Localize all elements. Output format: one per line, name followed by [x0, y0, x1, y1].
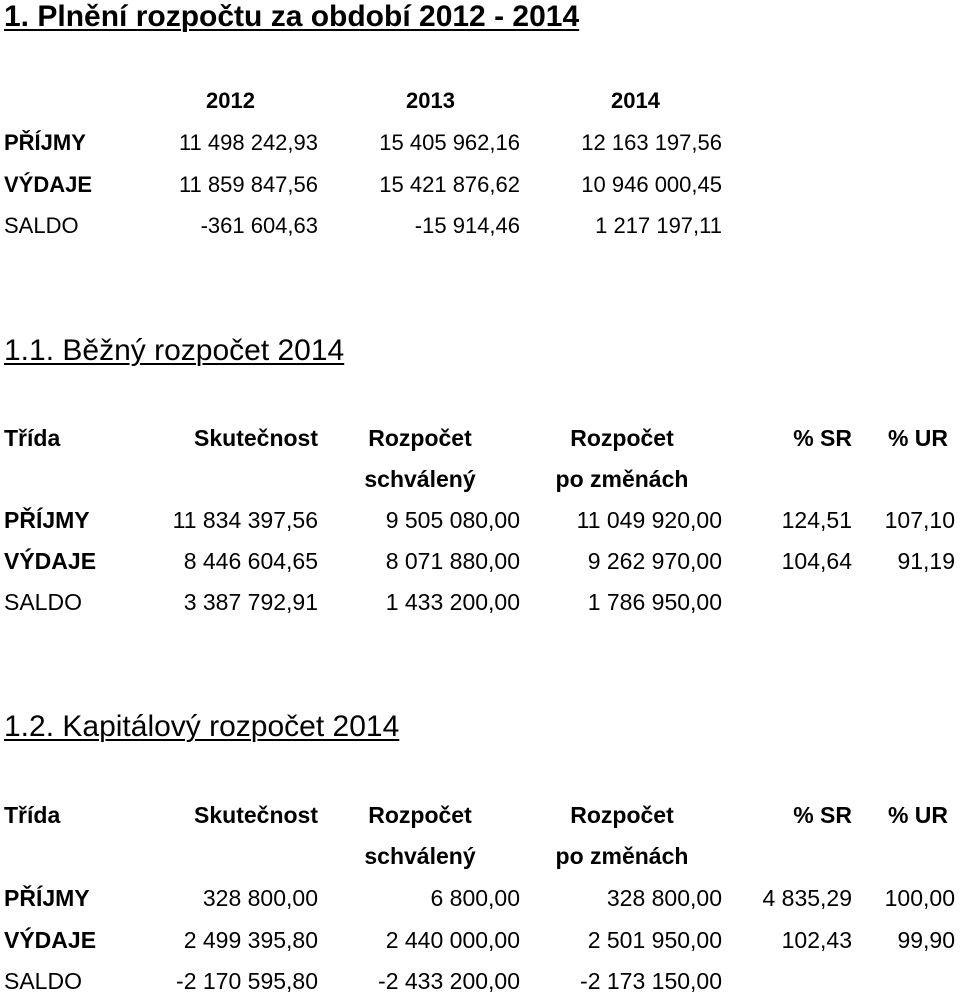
- table-cell: -2 433 200,00: [378, 968, 520, 994]
- table-cell: 9 505 080,00: [385, 507, 520, 533]
- table-cell: 328 800,00: [606, 885, 722, 911]
- table-cell: -2 173 150,00: [580, 968, 722, 994]
- column-header-ur: % UR: [887, 802, 948, 828]
- row-label: VÝDAJE: [4, 548, 97, 574]
- table-cell: 2 499 395,80: [183, 927, 318, 953]
- column-header-sr: % SR: [793, 425, 852, 451]
- column-header-sr: % SR: [793, 802, 852, 828]
- table-cell: 15 421 876,62: [379, 172, 520, 197]
- column-header-trida: Třída: [4, 425, 61, 451]
- table-cell: 100,00: [884, 885, 955, 911]
- table-cell: 2 501 950,00: [587, 927, 722, 953]
- table-cell: 124,51: [781, 507, 852, 533]
- column-header-rozpocet: Rozpočet: [368, 425, 472, 451]
- table-cell: 11 834 397,56: [172, 507, 318, 533]
- year-header: 2014: [611, 88, 660, 113]
- table-cell: 15 405 962,16: [379, 130, 520, 155]
- column-header-rozpocet: Rozpočet: [570, 802, 674, 828]
- table-cell: 6 800,00: [430, 885, 520, 911]
- section-heading-current-budget: 1.1. Běžný rozpočet 2014: [4, 334, 345, 367]
- table-cell: 107,10: [884, 507, 955, 533]
- table-cell: 8 071 880,00: [385, 548, 520, 574]
- row-label: VÝDAJE: [4, 172, 93, 197]
- table-cell: 11 049 920,00: [576, 507, 722, 533]
- section-heading-capital-budget: 1.2. Kapitálový rozpočet 2014: [4, 710, 400, 743]
- row-label: SALDO: [4, 589, 82, 615]
- table-cell: 3 387 792,91: [183, 589, 318, 615]
- table-cell: 11 859 847,56: [178, 172, 318, 197]
- column-header-schvaleny: schválený: [364, 466, 476, 492]
- table-cell: -15 914,46: [414, 213, 520, 238]
- table-cell: 91,19: [897, 548, 955, 574]
- column-header-rozpocet: Rozpočet: [570, 425, 674, 451]
- column-header-rozpocet: Rozpočet: [368, 802, 472, 828]
- column-header-po-zmenach: po změnách: [555, 843, 689, 869]
- table-cell: 1 217 197,11: [595, 213, 722, 238]
- row-label: SALDO: [4, 213, 79, 238]
- row-label: PŘÍJMY: [4, 507, 90, 533]
- row-label: SALDO: [4, 968, 82, 994]
- column-header-schvaleny: schválený: [364, 843, 476, 869]
- page-title: 1. Plnění rozpočtu za období 2012 - 2014: [4, 0, 580, 33]
- column-header-ur: % UR: [887, 425, 948, 451]
- table-cell: -2 170 595,80: [176, 968, 318, 994]
- row-label: PŘÍJMY: [4, 885, 90, 911]
- table-cell: 328 800,00: [202, 885, 318, 911]
- table-cell: 9 262 970,00: [587, 548, 722, 574]
- row-label: VÝDAJE: [4, 927, 97, 953]
- row-label: PŘÍJMY: [4, 130, 86, 155]
- year-header: 2012: [206, 88, 255, 113]
- column-header-trida: Třída: [4, 802, 61, 828]
- table-cell: 4 835,29: [762, 885, 852, 911]
- table-cell: 1 433 200,00: [385, 589, 520, 615]
- table-cell: 99,90: [897, 927, 955, 953]
- table-cell: 11 498 242,93: [178, 130, 318, 155]
- column-header-po-zmenach: po změnách: [555, 466, 689, 492]
- table-cell: 104,64: [781, 548, 852, 574]
- table-cell: 1 786 950,00: [587, 589, 722, 615]
- table-cell: 102,43: [781, 927, 852, 953]
- table-cell: 12 163 197,56: [581, 130, 722, 155]
- table-cell: 2 440 000,00: [385, 927, 520, 953]
- column-header-skutecnost: Skutečnost: [194, 802, 318, 828]
- table-cell: 10 946 000,45: [581, 172, 722, 197]
- column-header-skutecnost: Skutečnost: [194, 425, 318, 451]
- table-cell: 8 446 604,65: [183, 548, 318, 574]
- table-cell: -361 604,63: [200, 213, 318, 238]
- year-header: 2013: [406, 88, 455, 113]
